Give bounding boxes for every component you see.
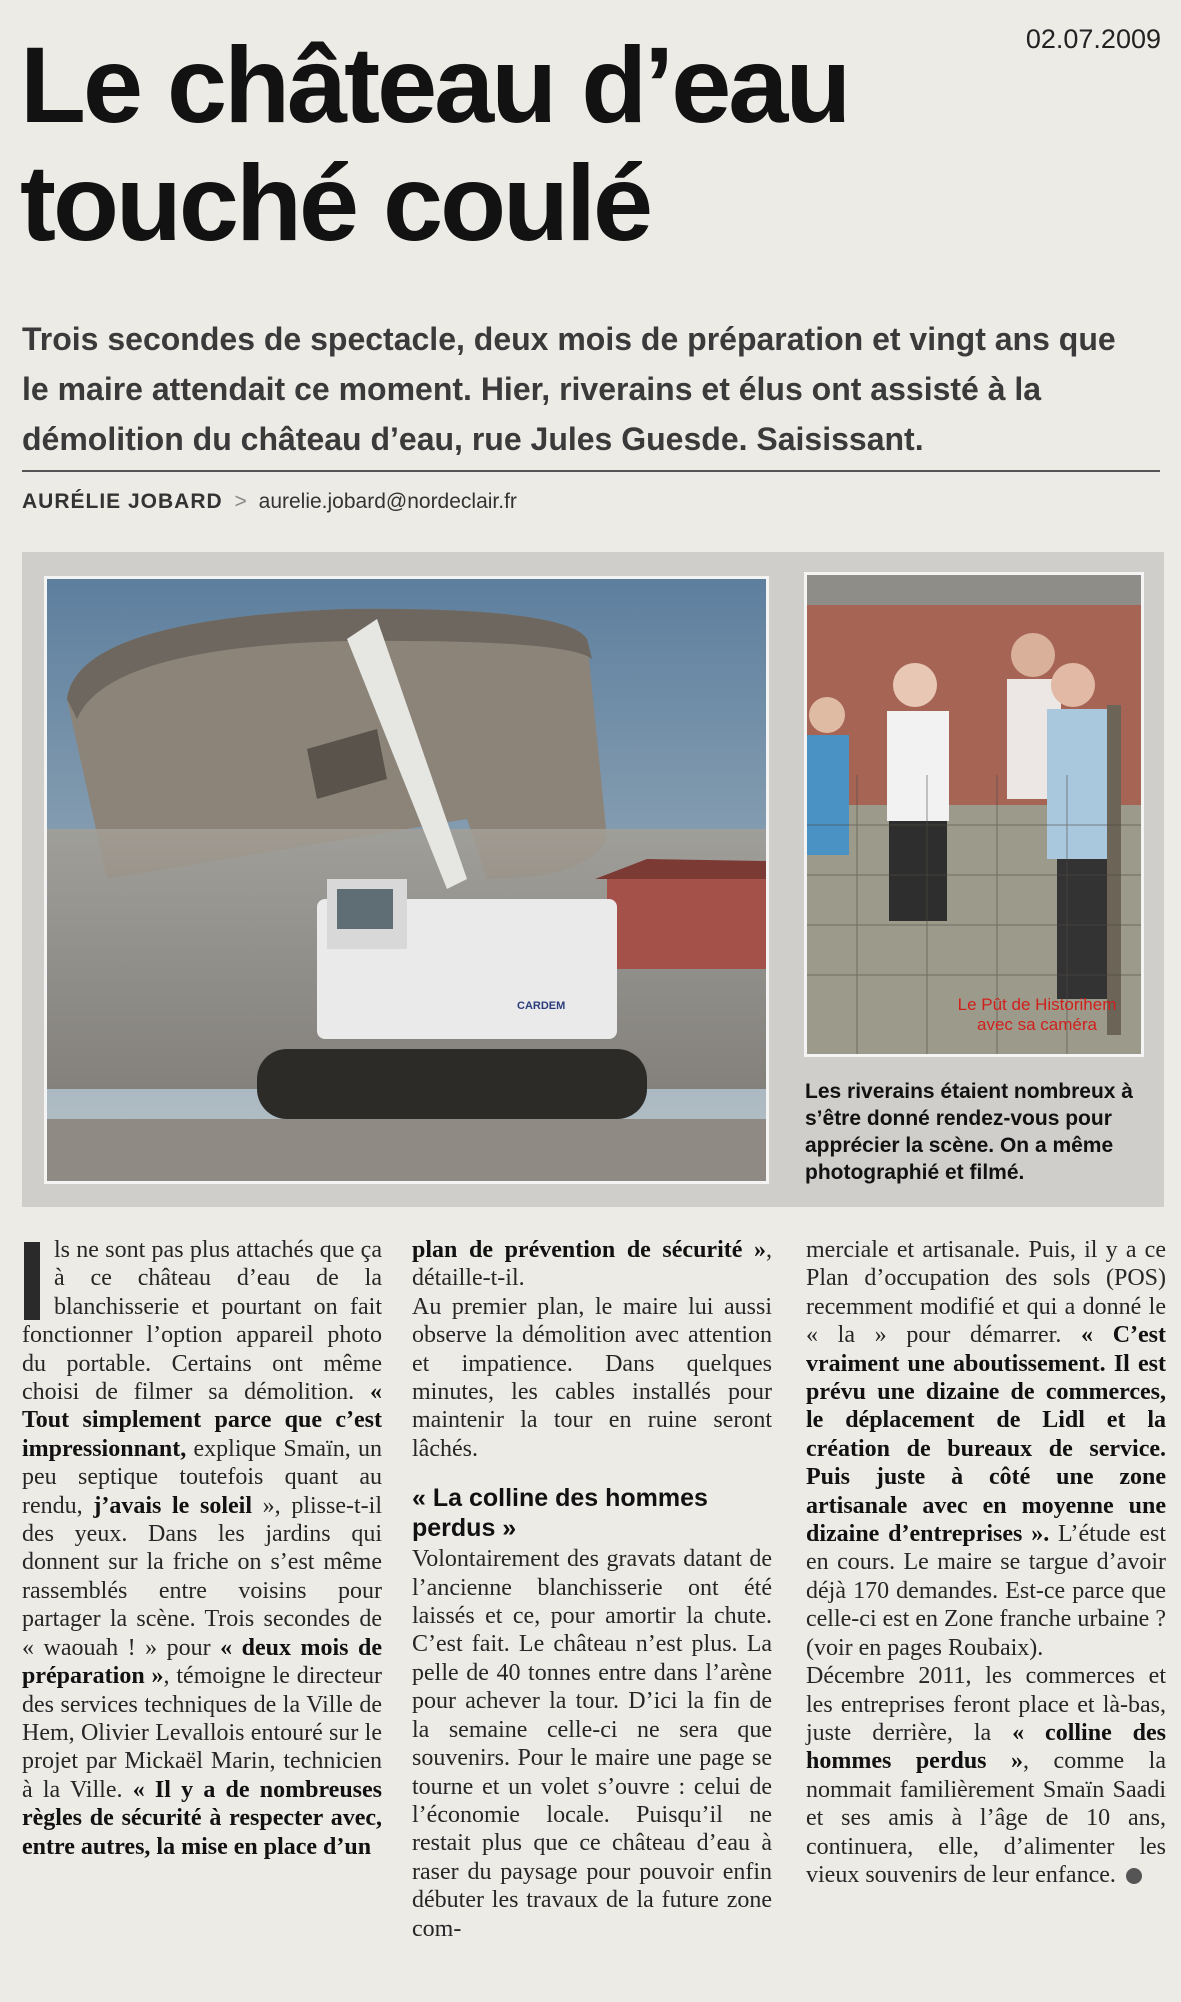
paragraph: merciale et artisanale. Puis, il y a ce Plan d’occupation des sols (POS) recemment modifié et qui a donné le « la » pour démarrer. « C’est vraiment une aboutissement. Il est prévu une dizaine de commerces, le déplacement de Lidl et la création de bureaux de service. Puis juste à côté une zone artisanale avec en moyenne une dizaine d’entreprises ». L’étude est en cours. Le maire se targue d’avoir déjà 170 demandes. Est-ce parce que celle-ci est en Zone franche urbaine ? (voir en pages Roubaix). xyxy=(806,1237,1167,1661)
paragraph: plan de prévention de sécurité », détaille-t-il. xyxy=(412,1237,772,1292)
article-column-2 xyxy=(412,1236,772,1943)
end-of-article-icon xyxy=(1126,1868,1142,1884)
demolition-photo xyxy=(44,576,769,1184)
paragraph: Volontairement des gravats datant de l’ancienne blanchisserie ont été laissés et ce, pour amortir la chute. C’est fait. Le château n’est plus. La pelle de 40 tonnes entre dans l’arène pour achever la tour. D’ici la fin de la semaine celle-ci ne sera que souvenirs. Pour le maire une page se tourne et un volet s’ouvre : celui de l’économie locale. Puisqu’il ne restait plus que ce château d’eau à raser du paysage pour pouvoir enfin débuter les travaux de la future zone com- xyxy=(412,1546,772,1942)
watermark-line-2: avec sa caméra xyxy=(977,1015,1097,1034)
byline-separator: > xyxy=(234,490,247,513)
byline-author: AURÉLIE JOBARD xyxy=(22,490,223,513)
photo-caption: Les riverains étaient nombreux à s’être donné rendez-vous pour apprécier la scène. On a même photographié et filmé. xyxy=(805,1080,1133,1184)
divider-rule xyxy=(22,470,1160,472)
byline-email[interactable]: aurelie.jobard@nordeclair.fr xyxy=(258,490,517,513)
headline: Le château d’eau touché coulé xyxy=(20,24,849,263)
article-column-3 xyxy=(806,1236,1166,1889)
subheading: « La colline des hommes perdus » xyxy=(412,1484,708,1543)
paragraph: ls ne sont pas plus attachés que ça à ce château d’eau de la blanchisserie et pourtant on fait fonctionner l’option appareil photo du portable. Certains ont même choisi de filmer sa démolition. « Tout simplement parce que c’est impressionnant, explique Smaïn, un peu septique toutefois quant au rendu, j’avais le soleil », plisse-t-il des yeux. Dans les jardins qui donnent sur la friche on s’est même rassemblés entre voisins pour partager la scène. Trois secondes de « waouah ! » pour « deux mois de préparation », témoigne le directeur des services techniques de la Ville de Hem, Olivier Levallois entouré sur le projet par Mickaël Marin, technicien à la Ville. « Il y a de nombreuses règles de sécurité à respecter avec, entre autres, la mise en place d’un xyxy=(22,1237,383,1860)
demolition-illustration xyxy=(47,579,766,1181)
publication-date: 02.07.2009 xyxy=(1025,24,1161,54)
paragraph: Décembre 2011, les commerces et les entreprises feront place et là-bas, juste derrière, la « colline des hommes perdus », comme la nommait familièrement Smaïn Saadi et ses amis à l’âge de 10 ans, continuera, elle, d’alimenter les vieux souvenirs de leur enfance. xyxy=(806,1663,1167,1888)
watermark-line-1: Le Pût de Historihem xyxy=(957,995,1117,1014)
spectators-illustration xyxy=(807,575,1141,1054)
spectators-photo xyxy=(804,572,1144,1057)
excavator-brand: CARDEM xyxy=(517,1000,566,1012)
photo-watermark xyxy=(937,995,1137,1035)
byline xyxy=(22,490,517,514)
paragraph: Au premier plan, le maire lui aussi observe la démolition avec attention et impatience. Dans quelques minutes, les cables installés pour maintenir la tour en ruine seront lâchés. xyxy=(412,1293,772,1462)
standfirst: Trois secondes de spectacle, deux mois de préparation et vingt ans que le maire attendait ce moment. Hier, riverains et élus ont assisté à la démolition du château d’eau, rue Jules Guesde. Saisissant. xyxy=(22,321,1116,457)
article-column-1 xyxy=(22,1236,382,1861)
drop-cap-bar xyxy=(24,1242,40,1320)
